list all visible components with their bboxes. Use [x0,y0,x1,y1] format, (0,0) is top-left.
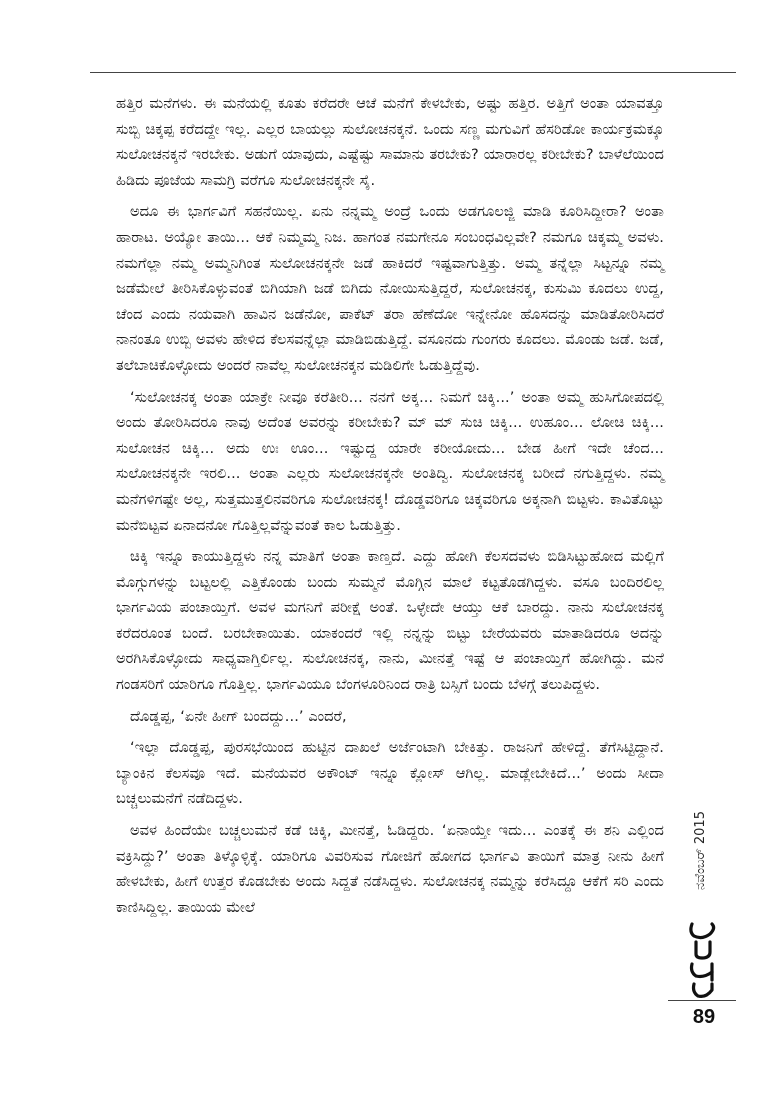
article-body [116,92,664,927]
paragraph: ಅವಳ ಹಿಂದೆಯೇ ಬಚ್ಚಲುಮನೆ ಕಡೆ ಚಿಕ್ಕಿ, ಮೀನತ್ತೆ, ಓಡಿದ್ದರು. ‘ಏನಾಯ್ತೇ ಇದು... ಎಂತಕ್ಕೆ ಈ ಶನಿ ಎಲ್ಲಿಂದ ವಕ್ರಿಸಿದ್ದು?’ ಅಂತಾ ತಿಳ್ಕೊಳ್ಳಿಕ್ಕೆ. ಯಾರಿಗೂ ವಿವರಿಸುವ ಗೋಜಿಗೆ ಹೋಗದ ಭಾರ್ಗವಿ ತಾಯಿಗೆ ಮಾತ್ರ ನೀನು ಹೀಗೆ ಹೇಳಬೇಕು, ಹೀಗೆ ಉತ್ತರ ಕೊಡಬೇಕು ಅಂದು ಸಿದ್ದತೆ ನಡೆಸಿದ್ದಳು. ಸುಲೋಚನಕ್ಕ ನಮ್ಮನ್ನು ಕರೆಸಿದ್ದೂ ಆಕೆಗೆ ಸರಿ ಎಂದು ಕಾಣಿಸಿದ್ದಿಲ್ಲ. ತಾಯಿಯ ಮೇಲೆ [116,823,664,916]
paragraph: ದೊಡ್ಡಪ್ಪ, ‘ಏನೇ ಹೀಗ್ ಬಂದದ್ದು...’ ಎಂದರೆ, [130,708,347,725]
paragraph: ಹತ್ತಿರ ಮನೆಗಳು. ಈ ಮನೆಯಲ್ಲಿ ಕೂತು ಕರೆದರೇ ಆಚೆ ಮನೆಗೆ ಕೇಳಬೇಕು, ಅಷ್ಟು ಹತ್ತಿರ. ಅತ್ತಿಗೆ ಅಂತಾ ಯಾವತ್ತೂ ಸುಬ್ಬಿ ಚಿಕ್ಕಪ್ಪ ಕರೆದದ್ದೇ ಇಲ್ಲ. ಎಲ್ಲರ ಬಾಯಲ್ಲು ಸುಲೋಚನಕ್ಕನೆ. ಒಂದು ಸಣ್ಣ ಮಗುವಿಗೆ ಹೆಸರಿಡೋ ಕಾರ್ಯಕ್ರಮಕ್ಕೂ ಸುಲೋಚನಕ್ಕನೆ ಇರಬೇಕು. ಅಡುಗೆ ಯಾವುದು, ಎಷ್ಟೆಷ್ಟು ಸಾಮಾನು ತರಬೇಕು? ಯಾರಾರಲ್ಲ ಕರೀಬೇಕು? ಬಾಳೆಲೆಯಿಂದ ಹಿಡಿದು ಪೂಜೆಯ ಸಾಮಗ್ರಿ ವರೆಗೂ ಸುಲೋಚನಕ್ಕನೇ ಸೈ. [116,96,664,189]
issue-date [688,790,712,910]
paragraph: ‘ಸುಲೋಚನಕ್ಕ ಅಂತಾ ಯಾಕ್ರೇ ನೀವೂ ಕರೆತೀರಿ... ನನಗೆ ಅಕ್ಕ... ನಿಮಗೆ ಚಿಕ್ಕಿ...’ ಅಂತಾ ಅಮ್ಮ ಹುಸಿಗೋಪದಲ್ಲಿ ಅಂದು ತೋರಿಸಿದರೂ ನಾವು ಅದೆಂತ ಅವರನ್ನು ಕರೀಬೇಕು? ಮ್ ಮ್ ಸುಚಿ ಚಿಕ್ಕಿ... ಉಹೂಂ... ಲೋಚಿ ಚಿಕ್ಕಿ... ಸುಲೋಚನ ಚಿಕ್ಕಿ... ಅದು ಉಃ ಊಂ... ಇಷ್ಟುದ್ದ ಯಾರೇ ಕರೀಯೋದು... ಬೇಡ ಹೀಗೆ ಇದೇ ಚೆಂದ... ಸುಲೋಚನಕ್ಕನೇ ಇರಲಿ... ಅಂತಾ ಎಲ್ಲರು ಸುಲೋಚನಕ್ಕನೇ ಅಂತಿದ್ವಿ. ಸುಲೋಚನಕ್ಕ ಬರೀದೆ ನಗುತ್ತಿದ್ದಳು. ನಮ್ಮ ಮನೆಗಳಿಗಷ್ಟೇ ಅಲ್ಲ, ಸುತ್ತಮುತ್ತಲಿನವರಿಗೂ ಸುಲೋಚನಕ್ಕ! ದೊಡ್ಡವರಿಗೂ ಚಿಕ್ಕವರಿಗೂ ಅಕ್ಕನಾಗಿ ಬಿಟ್ಟಳು. ಕಾವಿತೊಟ್ಟು ಮನೆಬಿಟ್ಟವ ಏನಾದನೋ ಗೊತ್ತಿಲ್ಲವೆನ್ನುವಂತೆ ಕಾಲ ಓಡುತ್ತಿತ್ತು. [116,389,664,534]
paragraph: ‘ಇಲ್ಲಾ ದೊಡ್ಡಪ್ಪ, ಪುರಸಭೆಯಿಂದ ಹುಟ್ಟಿನ ದಾಖಲೆ ಅರ್ಜೆಂಟಾಗಿ ಬೇಕಿತ್ತು. ರಾಜನಿಗೆ ಹೇಳಿದ್ದೆ. ತೆಗೆಸಿಟ್ಟಿದ್ದಾನೆ. ಬ್ಯಾಂಕಿನ ಕೆಲಸವೂ ಇದೆ. ಮನೆಯವರ ಅಕೌಂಟ್ ಇನ್ನೂ ಕ್ಲೋಸ್ ಆಗಿಲ್ಲ. ಮಾಡ್ಲೇಬೇಕಿದೆ...’ ಅಂದು ಸೀದಾ ಬಚ್ಚಲುಮನೆಗೆ ನಡೆದಿದ್ದಳು. [116,740,664,808]
top-divider [90,72,736,73]
page-number: 89 [692,1006,716,1028]
issue-date-label: ನವೆಂಬರ್ 2015 [692,810,708,890]
masthead-logo [686,920,720,1000]
page-number-divider [668,1000,736,1001]
paragraph: ಚಿಕ್ಕಿ ಇನ್ನೂ ಕಾಯುತ್ತಿದ್ದಳು ನನ್ನ ಮಾತಿಗೆ ಅಂತಾ ಕಾಣ್ತದೆ. ಎದ್ದು ಹೋಗಿ ಕೆಲಸದವಳು ಬಿಡಿಸಿಟ್ಟುಹೋದ ಮಲ್ಲಿಗೆ ಮೊಗ್ಗುಗಳನ್ನು ಬಟ್ಟಲಲ್ಲಿ ಎತ್ತಿಕೊಂಡು ಬಂದು ಸುಮ್ಮನೆ ಮೊಗ್ಗಿನ ಮಾಲೆ ಕಟ್ಟತೊಡಗಿದ್ದಳು. ವಸೂ ಬಂದಿರಲಿಲ್ಲ ಭಾರ್ಗವಿಯ ಪಂಚಾಯ್ತಿಗೆ. ಅವಳ ಮಗನಿಗೆ ಪರೀಕ್ಷೆ ಅಂತೆ. ಒಳ್ಳೇದೇ ಆಯ್ತು ಆಕೆ ಬಾರದ್ದು. ನಾನು ಸುಲೋಚನಕ್ಕ ಕರೆದರೂಂತ ಬಂದೆ. ಬರಬೇಕಾಯಿತು. ಯಾಕಂದರೆ ಇಲ್ಲಿ ನನ್ನನ್ನು ಬಿಟ್ಟು ಬೇರೆಯವರು ಮಾತಾಡಿದರೂ ಅದನ್ನು ಅರಗಿಸಿಕೊಳ್ಳೋದು ಸಾಧ್ಯವಾಗ್ತಿರ್ಲಿಲ್ಲ. ಸುಲೋಚನಕ್ಕ, ನಾನು, ಮೀನತ್ತೆ ಇಷ್ಟೆ ಆ ಪಂಚಾಯ್ತಿಗೆ ಹೋಗಿದ್ದು. ಮನೆ ಗಂಡಸರಿಗೆ ಯಾರಿಗೂ ಗೊತ್ತಿಲ್ಲ. ಭಾರ್ಗವಿಯೂ ಬೆಂಗಳೂರಿನಿಂದ ರಾತ್ರಿ ಬಸ್ಸಿಗೆ ಬಂದು ಬೆಳಗ್ಗೆ ತಲುಪಿದ್ದಳು. [116,549,664,694]
masthead-logo-icon [686,920,720,1000]
paragraph: ಅದೂ ಈ ಭಾರ್ಗವಿಗೆ ಸಹನೆಯಿಲ್ಲ. ಏನು ನನ್ನಮ್ಮ ಅಂದ್ರೆ ಒಂದು ಅಡಗೂಲಜ್ಜಿ ಮಾಡಿ ಕೂರಿಸಿದ್ದೀರಾ? ಅಂತಾ ಹಾರಾಟ. ಅಯ್ಯೋ ತಾಯಿ... ಆಕೆ ನಿಮ್ಮಮ್ಮ ನಿಜ. ಹಾಗಂತ ನಮಗೇನೂ ಸಂಬಂಧವಿಲ್ಲವೇ? ನಮಗೂ ಚಿಕ್ಕಮ್ಮ ಅವಳು. ನಮಗೆಲ್ಲಾ ನಮ್ಮ ಅಮ್ಮನಿಗಿಂತ ಸುಲೋಚನಕ್ಕನೇ ಜಡೆ ಹಾಕಿದರೆ ಇಷ್ಟವಾಗುತ್ತಿತ್ತು. ಅಮ್ಮ ತನ್ನೆಲ್ಲಾ ಸಿಟ್ಟನ್ನೂ ನಮ್ಮ ಜಡೆಮೇಲೆ ತೀರಿಸಿಕೊಳ್ಳುವಂತೆ ಬಿಗಿಯಾಗಿ ಜಡೆ ಬಿಗಿದು ನೋಯಿಸುತ್ತಿದ್ದರೆ, ಸುಲೋಚನಕ್ಕ, ಕುಸುಮಿ ಕೂದಲು ಉದ್ದ, ಚೆಂದ ಎಂದು ನಯವಾಗಿ ಹಾವಿನ ಜಡೆನೋ, ಪಾಕೆಟ್ ತರಾ ಹೆಣೆದೋ ಇನ್ನೇನೋ ಹೊಸದನ್ನು ಮಾಡಿತೋರಿಸಿದರೆ ನಾನಂತೂ ಉಬ್ಬಿ ಅವಳು ಹೇಳಿದ ಕೆಲಸವನ್ನೆಲ್ಲಾ ಮಾಡಿಬಿಡುತ್ತಿದ್ದೆ. ವಸೂನದು ಗುಂಗರು ಕೂದಲು. ಮೊಂಡು ಜಡೆ. ಜಡೆ, ತಲೆಬಾಚಿಕೊಳ್ಳೋದು ಅಂದರೆ ನಾವೆಲ್ಲ ಸುಲೋಚನಕ್ಕನ ಮಡಿಲಿಗೇ ಓಡುತ್ತಿದ್ದೆವು. [116,204,664,374]
